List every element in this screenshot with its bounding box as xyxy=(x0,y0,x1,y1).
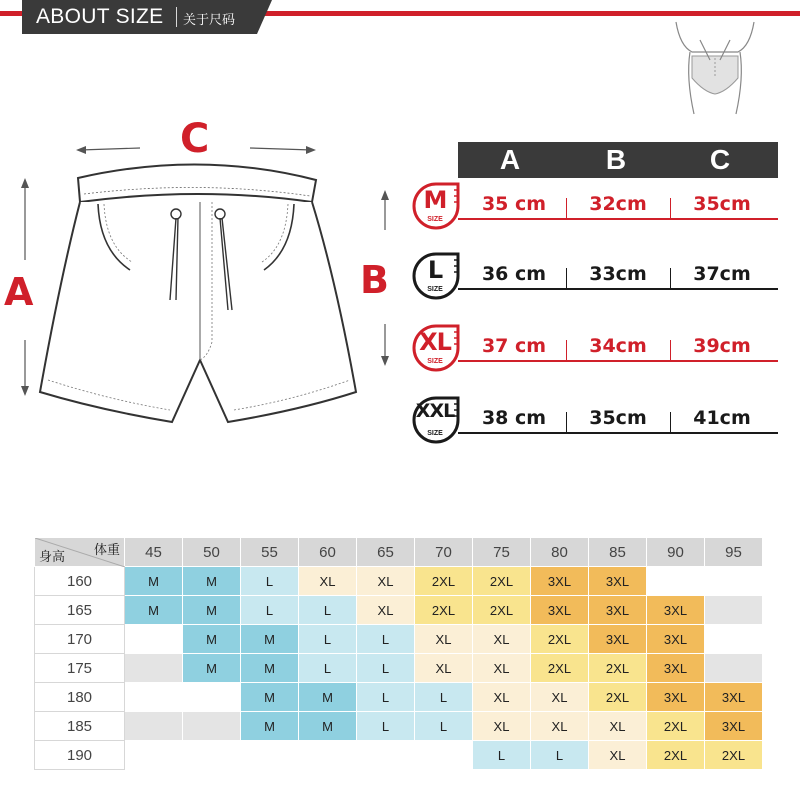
fit-grid-cell: L xyxy=(357,712,415,741)
height-header: 165 xyxy=(35,596,125,625)
size-row xyxy=(412,180,792,240)
height-axis-label: 身高 xyxy=(39,549,66,564)
weight-header: 85 xyxy=(589,538,647,567)
fit-grid-cell: XL xyxy=(299,567,357,596)
fit-grid-cell: M xyxy=(241,654,299,683)
fit-grid-row xyxy=(35,596,763,625)
weight-header: 65 xyxy=(357,538,415,567)
fit-grid-cell: XL xyxy=(531,712,589,741)
fit-grid-cell: M xyxy=(183,625,241,654)
fit-grid-cell xyxy=(183,683,241,712)
size-row-underline xyxy=(458,432,778,434)
size-row xyxy=(412,394,792,454)
weight-header: 60 xyxy=(299,538,357,567)
size-value-a: 36 cm xyxy=(481,263,547,285)
size-value-b: 35cm xyxy=(589,407,647,429)
fit-grid-cell: 3XL xyxy=(589,596,647,625)
size-value-a: 35 cm xyxy=(481,193,547,215)
fit-grid-cell: XL xyxy=(415,625,473,654)
size-value-b: 32cm xyxy=(589,193,647,215)
size-badge-letter: XXL xyxy=(415,400,455,422)
fit-grid-cell: XL xyxy=(357,596,415,625)
model-illustration xyxy=(660,18,770,123)
fit-grid-cell: 3XL xyxy=(531,567,589,596)
size-value-c: 37cm xyxy=(693,263,751,285)
fit-grid-cell xyxy=(241,741,299,770)
weight-header: 45 xyxy=(125,538,183,567)
size-row-underline xyxy=(458,218,778,220)
fit-grid-cell xyxy=(299,741,357,770)
fit-grid-cell: 2XL xyxy=(473,567,531,596)
fit-grid-cell xyxy=(183,712,241,741)
fit-grid-cell: L xyxy=(531,741,589,770)
height-header: 175 xyxy=(35,654,125,683)
fit-grid-cell: M xyxy=(183,654,241,683)
weight-header: 50 xyxy=(183,538,241,567)
fit-grid-row xyxy=(35,712,763,741)
fit-grid-cell: 3XL xyxy=(531,596,589,625)
fit-grid-cell: XL xyxy=(473,625,531,654)
fit-grid-cell: 2XL xyxy=(589,654,647,683)
fit-grid-cell xyxy=(705,567,763,596)
height-header: 180 xyxy=(35,683,125,712)
fit-grid-cell: XL xyxy=(473,654,531,683)
height-header: 170 xyxy=(35,625,125,654)
fit-grid-header-row xyxy=(35,538,763,567)
size-badge-word: SIZE xyxy=(427,216,443,223)
size-badge-letter: M xyxy=(423,186,447,214)
fit-grid-cell: XL xyxy=(531,683,589,712)
fit-grid-cell xyxy=(357,741,415,770)
fit-grid-cell: 2XL xyxy=(415,596,473,625)
weight-header: 70 xyxy=(415,538,473,567)
fit-grid-row xyxy=(35,683,763,712)
size-row xyxy=(412,322,792,382)
shorts-diagram xyxy=(0,110,410,440)
size-measurement-table xyxy=(412,142,792,462)
weight-header: 90 xyxy=(647,538,705,567)
size-value-c: 35cm xyxy=(693,193,751,215)
fit-grid-cell: M xyxy=(299,683,357,712)
fit-grid-cell: M xyxy=(299,712,357,741)
size-row-underline xyxy=(458,360,778,362)
size-row xyxy=(412,250,792,310)
fit-grid-cell: L xyxy=(357,683,415,712)
fit-grid-row xyxy=(35,625,763,654)
fit-grid-cell: 3XL xyxy=(705,683,763,712)
fit-grid-cell: L xyxy=(241,596,299,625)
page-subtitle: 关于尺码 xyxy=(183,13,236,28)
fit-grid-cell: M xyxy=(241,683,299,712)
size-value-a: 38 cm xyxy=(481,407,547,429)
fit-grid-cell: L xyxy=(357,654,415,683)
fit-grid-cell: 2XL xyxy=(647,712,705,741)
fit-grid-cell xyxy=(125,683,183,712)
fit-grid-cell: 2XL xyxy=(705,741,763,770)
fit-grid-cell: 2XL xyxy=(589,683,647,712)
size-badge-word: SIZE xyxy=(427,358,443,365)
fit-grid-cell: 3XL xyxy=(589,567,647,596)
fit-grid-cell: XL xyxy=(415,654,473,683)
fit-grid-cell xyxy=(647,567,705,596)
size-value-c: 41cm xyxy=(693,407,751,429)
page-title: ABOUT SIZE xyxy=(36,5,164,28)
fit-grid-cell: XL xyxy=(473,683,531,712)
fit-grid-cell: L xyxy=(299,625,357,654)
fit-grid-row xyxy=(35,741,763,770)
fit-grid-cell: L xyxy=(415,712,473,741)
dimension-c-label: C xyxy=(180,116,210,162)
fit-grid-row xyxy=(35,654,763,683)
column-header-a: A xyxy=(499,144,521,175)
fit-grid-cell xyxy=(415,741,473,770)
column-header-c: C xyxy=(709,144,731,175)
fit-grid-cell xyxy=(183,741,241,770)
height-header: 160 xyxy=(35,567,125,596)
weight-axis-label: 体重 xyxy=(93,542,120,557)
fit-grid-cell: 3XL xyxy=(647,654,705,683)
height-header: 190 xyxy=(35,741,125,770)
fit-grid-cell: M xyxy=(125,596,183,625)
height-weight-fit-grid xyxy=(34,537,763,770)
size-badge-word: SIZE xyxy=(427,286,443,293)
fit-grid-cell: M xyxy=(241,712,299,741)
fit-grid-cell: XL xyxy=(357,567,415,596)
weight-header: 80 xyxy=(531,538,589,567)
fit-grid-cell: M xyxy=(183,567,241,596)
fit-grid-cell: L xyxy=(299,654,357,683)
column-header-b: B xyxy=(605,144,627,175)
size-value-b: 33cm xyxy=(589,263,647,285)
fit-grid-cell xyxy=(125,741,183,770)
size-value-c: 39cm xyxy=(693,335,751,357)
fit-grid-cell: 2XL xyxy=(473,596,531,625)
size-value-a: 37 cm xyxy=(481,335,547,357)
fit-grid-cell: L xyxy=(241,567,299,596)
height-header: 185 xyxy=(35,712,125,741)
fit-grid-cell: 3XL xyxy=(647,596,705,625)
fit-grid-cell: M xyxy=(125,567,183,596)
fit-grid-cell: 2XL xyxy=(531,625,589,654)
fit-grid-cell xyxy=(125,712,183,741)
fit-grid-cell xyxy=(125,625,183,654)
size-badge-letter: L xyxy=(427,256,443,284)
fit-grid-corner xyxy=(35,538,125,567)
fit-grid-cell xyxy=(705,654,763,683)
size-row-underline xyxy=(458,288,778,290)
fit-grid-cell: 3XL xyxy=(647,683,705,712)
fit-grid-cell: L xyxy=(357,625,415,654)
dimension-a-label: A xyxy=(4,270,34,314)
size-badge-letter: XL xyxy=(419,328,451,356)
weight-header: 55 xyxy=(241,538,299,567)
fit-grid-cell: 3XL xyxy=(705,712,763,741)
fit-grid-cell: 2XL xyxy=(531,654,589,683)
fit-grid-cell: L xyxy=(299,596,357,625)
fit-grid-cell xyxy=(705,625,763,654)
fit-grid-cell: XL xyxy=(589,741,647,770)
size-table-header xyxy=(458,142,778,178)
weight-header: 95 xyxy=(705,538,763,567)
fit-grid-cell xyxy=(125,654,183,683)
fit-grid-row xyxy=(35,567,763,596)
fit-grid-cell: 2XL xyxy=(647,741,705,770)
weight-header: 75 xyxy=(473,538,531,567)
fit-grid-cell: M xyxy=(241,625,299,654)
fit-grid-cell: XL xyxy=(473,712,531,741)
size-value-b: 34cm xyxy=(589,335,647,357)
fit-grid-cell: L xyxy=(415,683,473,712)
fit-grid-cell: L xyxy=(473,741,531,770)
header-divider xyxy=(176,7,177,27)
fit-grid-cell: 2XL xyxy=(415,567,473,596)
size-badge-word: SIZE xyxy=(427,430,443,437)
fit-grid-cell: 3XL xyxy=(647,625,705,654)
fit-grid-cell: M xyxy=(183,596,241,625)
dimension-b-label: B xyxy=(360,258,389,302)
fit-grid-cell: 3XL xyxy=(589,625,647,654)
fit-grid-cell xyxy=(705,596,763,625)
fit-grid-cell: XL xyxy=(589,712,647,741)
